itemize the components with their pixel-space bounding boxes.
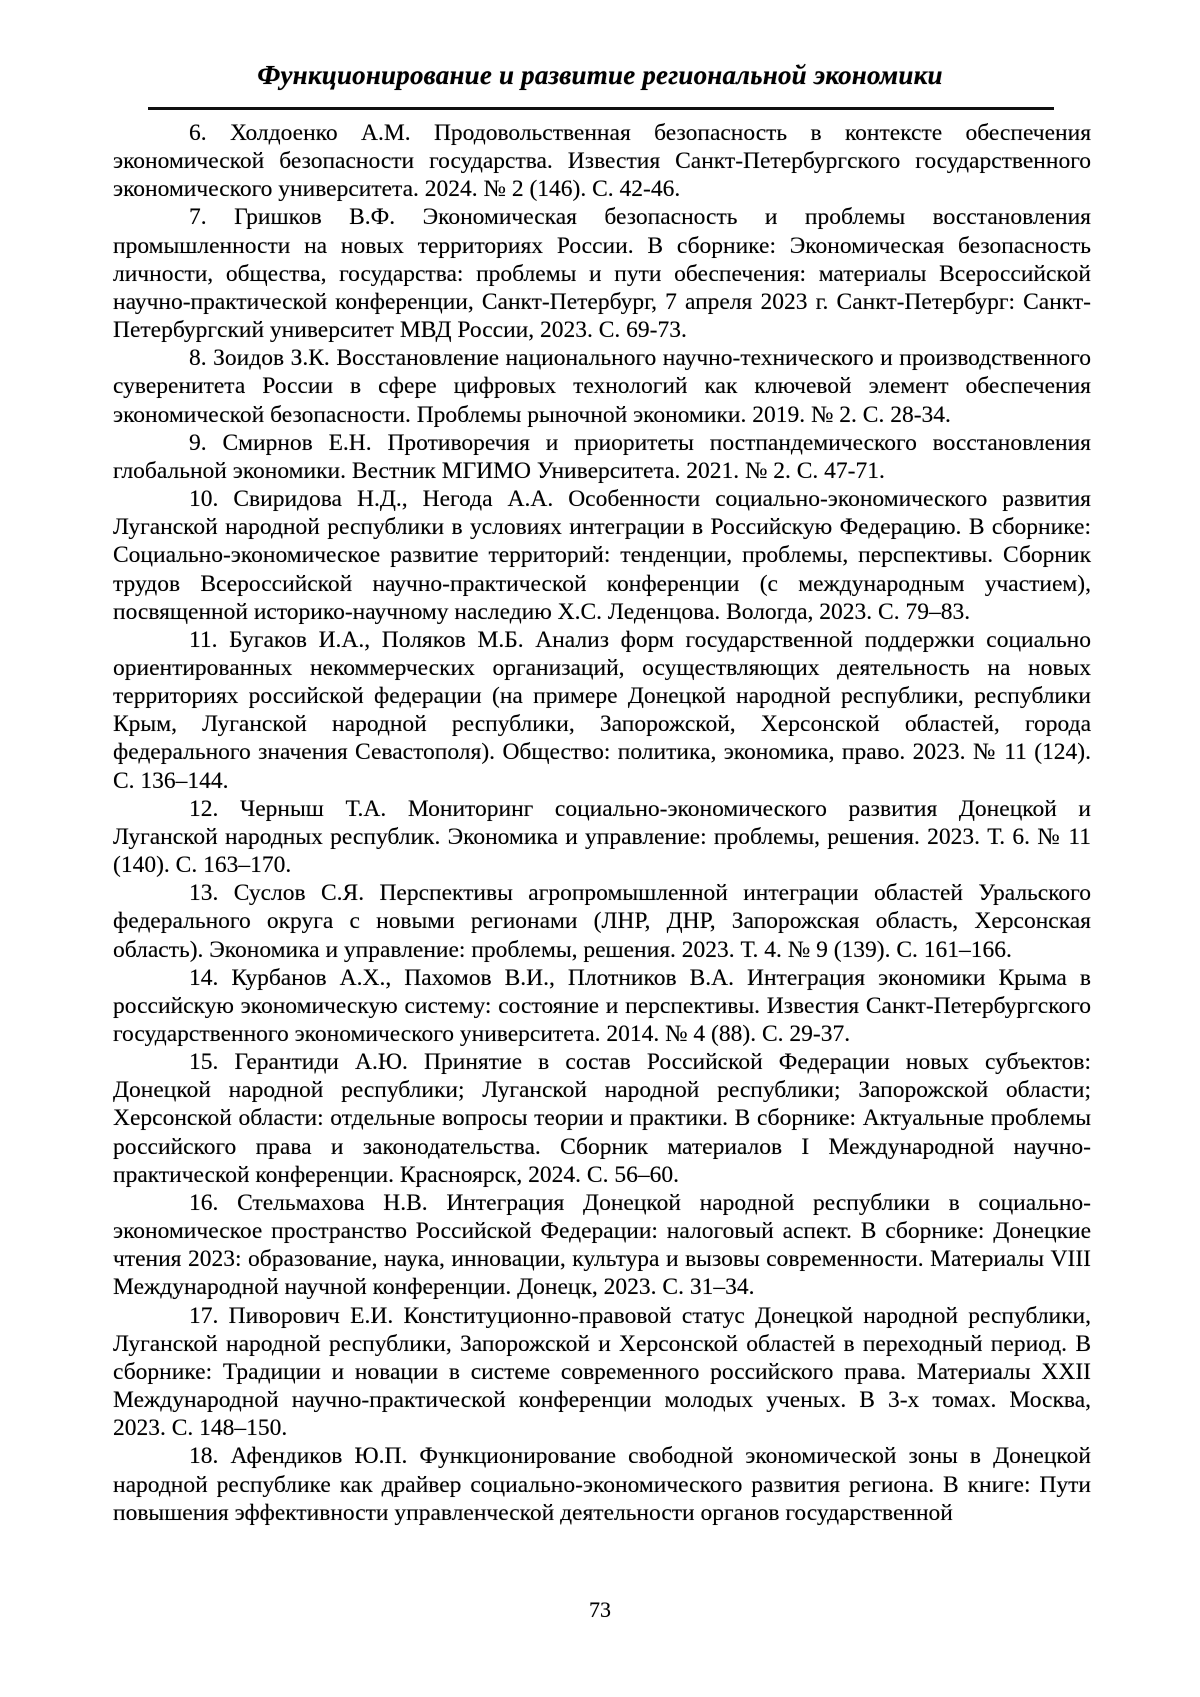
reference-item-15: 15. Герантиди А.Ю. Принятие в состав Российской Федерации новых субъектов: Донецкой народной республики; Луганской народной республики; Запорожской области; Херсонской области: отдельные вопросы теории и практики. В сборнике: Актуальные проблемы российского права и законодательства. Сборник материалов I Международной научно-практической конференции. Красноярск, 2024. С. 56–60. xyxy=(113,1049,1091,1188)
reference-item-13: 13. Суслов С.Я. Перспективы агропромышленной интеграции областей Уральского федерального округа с новыми регионами (ЛНР, ДНР, Запорожская область, Херсонская область). Экономика и управление: проблемы, решения. 2023. Т. 4. № 9 (139). С. 161–166. xyxy=(113,880,1091,963)
reference-item-18: 18. Афендиков Ю.П. Функционирование свободной экономической зоны в Донецкой народной республике как драйвер социально-экономического развития региона. В книге: Пути повышения эффективности управленческой деятельности органов государственной xyxy=(113,1443,1091,1526)
reference-item-6: 6. Холдоенко А.М. Продовольственная безопасность в контексте обеспечения экономической безопасности государства. Известия Санкт-Петербургского государственного экономического университета. 2024. № 2 (146). С. 42-46. xyxy=(113,120,1091,203)
reference-item-10: 10. Свиридова Н.Д., Негода А.А. Особенности социально-экономического развития Луганской народной республики в условиях интеграции в Российскую Федерацию. В сборнике: Социально-экономическое развитие территорий: тенденции, проблемы, перспективы. Сборник трудов Всероссийской научно-практической конференции (с международным участием), посвященной историко-научному наследию Х.С. Леденцова. Вологда, 2023. С. 79–83. xyxy=(113,486,1091,625)
reference-item-8: 8. Зоидов З.К. Восстановление национального научно-технического и производственного суверенитета России в сфере цифровых технологий как ключевой элемент обеспечения экономической безопасности. Проблемы рыночной экономики. 2019. № 2. С. 28-34. xyxy=(113,345,1091,428)
reference-item-17: 17. Пиворович Е.И. Конституционно-правовой статус Донецкой народной республики, Луганской народной республики, Запорожской и Херсонской областей в переходный период. В сборнике: Традиции и новации в системе современного российского права. Материалы XXII Международной научно-практической конференции молодых ученых. В 3-х томах. Москва, 2023. С. 148–150. xyxy=(113,1302,1091,1442)
reference-item-11: 11. Бугаков И.А., Поляков М.Б. Анализ форм государственной поддержки социально ориентированных некоммерческих организаций, осуществляющих деятельность на новых территориях российской федерации (на примере Донецкой народной республики, республики Крым, Луганской народной республики, Запорожской, Херсонской областей, города федерального значения Севастополя). Общество: политика, экономика, право. 2023. № 11 (124). С. 136–144. xyxy=(113,626,1091,794)
reference-item-12: 12. Черныш Т.А. Мониторинг социально-экономического развития Донецкой и Луганской народных республик. Экономика и управление: проблемы, решения. 2023. Т. 6. № 11 (140). С. 163–170. xyxy=(113,795,1091,879)
page-number: 73 xyxy=(589,1597,611,1622)
reference-item-7: 7. Гришков В.Ф. Экономическая безопасность и проблемы восстановления промышленности на новых территориях России. В сборнике: Экономическая безопасность личности, общества, государства: проблемы и пути обеспечения: материалы Всероссийской научно-практической конференции, Санкт-Петербург, 7 апреля 2023 г. Санкт-Петербург: Санкт-Петербургский университет МВД России, 2023. С. 69-73. xyxy=(113,204,1091,344)
references-list xyxy=(113,119,1091,1527)
reference-item-16: 16. Стельмахова Н.В. Интеграция Донецкой народной республики в социально-экономическое пространство Российской Федерации: налоговый аспект. В сборнике: Донецкие чтения 2023: образование, наука, инновации, культура и вызовы современности. Материалы VIII Международной научной конференции. Донецк, 2023. С. 31–34. xyxy=(113,1189,1091,1301)
reference-item-9: 9. Смирнов Е.Н. Противоречия и приоритеты постпандемического восстановления глобальной экономики. Вестник МГИМО Университета. 2021. № 2. С. 47-71. xyxy=(113,429,1091,484)
reference-item-14: 14. Курбанов А.Х., Пахомов В.И., Плотников В.А. Интеграция экономики Крыма в российскую экономическую систему: состояние и перспективы. Известия Санкт-Петербургского государственного экономического университета. 2014. № 4 (88). С. 29-37. xyxy=(113,964,1091,1047)
header-divider-rule xyxy=(148,107,1054,110)
page-header-title: Функционирование и развитие региональной экономики xyxy=(257,60,943,90)
